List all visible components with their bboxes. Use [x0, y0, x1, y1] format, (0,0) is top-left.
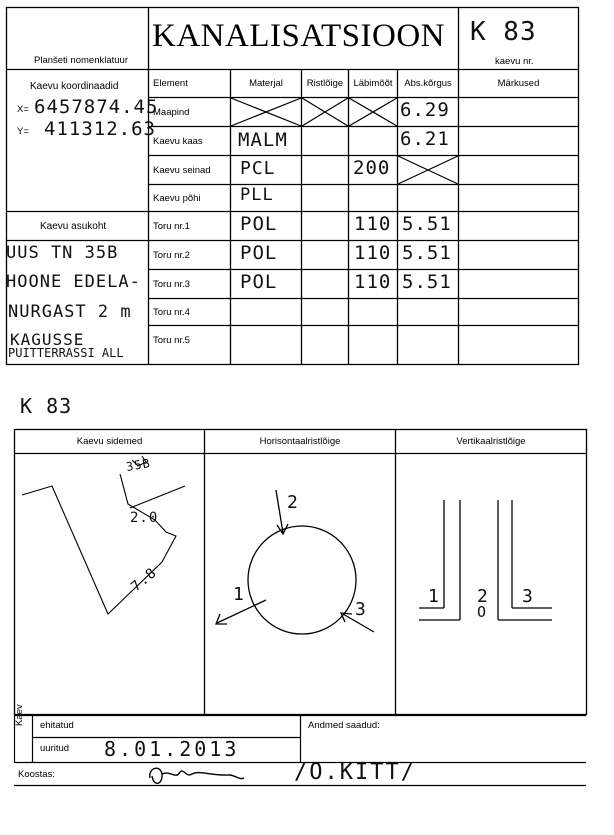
- pipe-label: 2: [287, 492, 299, 513]
- row-element: Toru nr.5: [153, 334, 190, 346]
- row-materjal: POL: [240, 271, 278, 293]
- pipe-label: 3: [522, 586, 534, 607]
- row-element: Maapind: [153, 106, 190, 118]
- uuritud-date: 8.01.2013: [104, 737, 240, 761]
- mid-kaev-label: K 83: [20, 394, 73, 418]
- row-labimoot: 110: [354, 213, 392, 235]
- row-abs: 5.51: [402, 271, 452, 293]
- location-line: KAGUSSE: [10, 330, 85, 349]
- th-materjal: Materjal: [249, 78, 283, 89]
- row-element: Toru nr.3: [153, 278, 190, 290]
- row-labimoot: 200: [353, 157, 391, 179]
- x-coordinate: 6457874.45: [34, 96, 159, 118]
- coords-label: Kaevu koordinaadid: [30, 81, 119, 92]
- row-element: Kaevu seinad: [153, 164, 211, 176]
- row-element: Kaevu kaas: [153, 135, 203, 147]
- pipe-label: 1: [233, 584, 245, 605]
- row-abs: 6.29: [400, 99, 450, 121]
- pipe-label: 1: [428, 586, 440, 607]
- ehitatud-label: ehitatud: [40, 720, 74, 731]
- row-labimoot: 110: [354, 271, 392, 293]
- kaev-number: K 83: [470, 17, 537, 47]
- location-line: HOONE EDELA-: [6, 272, 141, 292]
- bottom-label: O: [477, 603, 488, 621]
- row-materjal: MALM: [238, 129, 288, 151]
- diagram-header-sidemed: Kaevu sidemed: [76, 436, 143, 447]
- th-element: Element: [153, 78, 188, 89]
- row-materjal: PCL: [240, 158, 276, 179]
- row-abs: 5.51: [402, 213, 452, 235]
- pipe-label: 2: [477, 586, 489, 607]
- row-abs: 6.21: [400, 128, 450, 150]
- uuritud-label: uuritud: [40, 743, 70, 754]
- row-element: Toru nr.1: [153, 220, 190, 232]
- th-abs: Abs.kõrgus: [404, 78, 452, 89]
- row-materjal: POL: [240, 213, 278, 235]
- row-labimoot: 110: [354, 242, 392, 264]
- th-markused: Märkused: [497, 78, 540, 89]
- y-coordinate: 411312.63: [44, 118, 156, 140]
- kaev-nr-label: kaevu nr.: [495, 56, 534, 67]
- th-ristloige: Ristlõige: [306, 78, 344, 89]
- diagram-header-vertikaal: Vertikaalristlõige: [456, 436, 526, 447]
- pipe-label: 3: [355, 599, 367, 620]
- diagram-header-horisontaal: Horisontaalristlõige: [259, 436, 341, 447]
- location-line: UUS TN 35B: [6, 243, 119, 263]
- row-materjal: POL: [240, 242, 278, 264]
- planset-label: Planšeti nomenklatuur: [34, 55, 128, 66]
- row-element: Toru nr.4: [153, 306, 190, 318]
- location-line: PUITTERRASSI ALL: [8, 346, 124, 360]
- building-label: 35B: [124, 455, 152, 475]
- row-element: Toru nr.2: [153, 249, 190, 261]
- row-materjal: PLL: [240, 185, 274, 205]
- page-title: KANALISATSIOON: [152, 18, 445, 54]
- kaev-label: Kaev: [14, 704, 25, 726]
- distance-label: 2.0: [130, 510, 159, 526]
- th-labimoot: Läbimõõt: [353, 78, 393, 89]
- location-line: NURGAST 2 m: [8, 302, 132, 322]
- koostas-name: /O.KITT/: [294, 760, 416, 785]
- distance-label: 7.8: [128, 564, 161, 596]
- y-label: Y=: [17, 126, 29, 137]
- row-abs: 5.51: [402, 242, 452, 264]
- location-label: Kaevu asukoht: [40, 221, 107, 232]
- x-label: X=: [17, 104, 29, 115]
- row-element: Kaevu põhi: [153, 192, 201, 204]
- andmed-label: Andmed saadud:: [308, 720, 380, 731]
- koostas-label: Koostas:: [18, 769, 55, 780]
